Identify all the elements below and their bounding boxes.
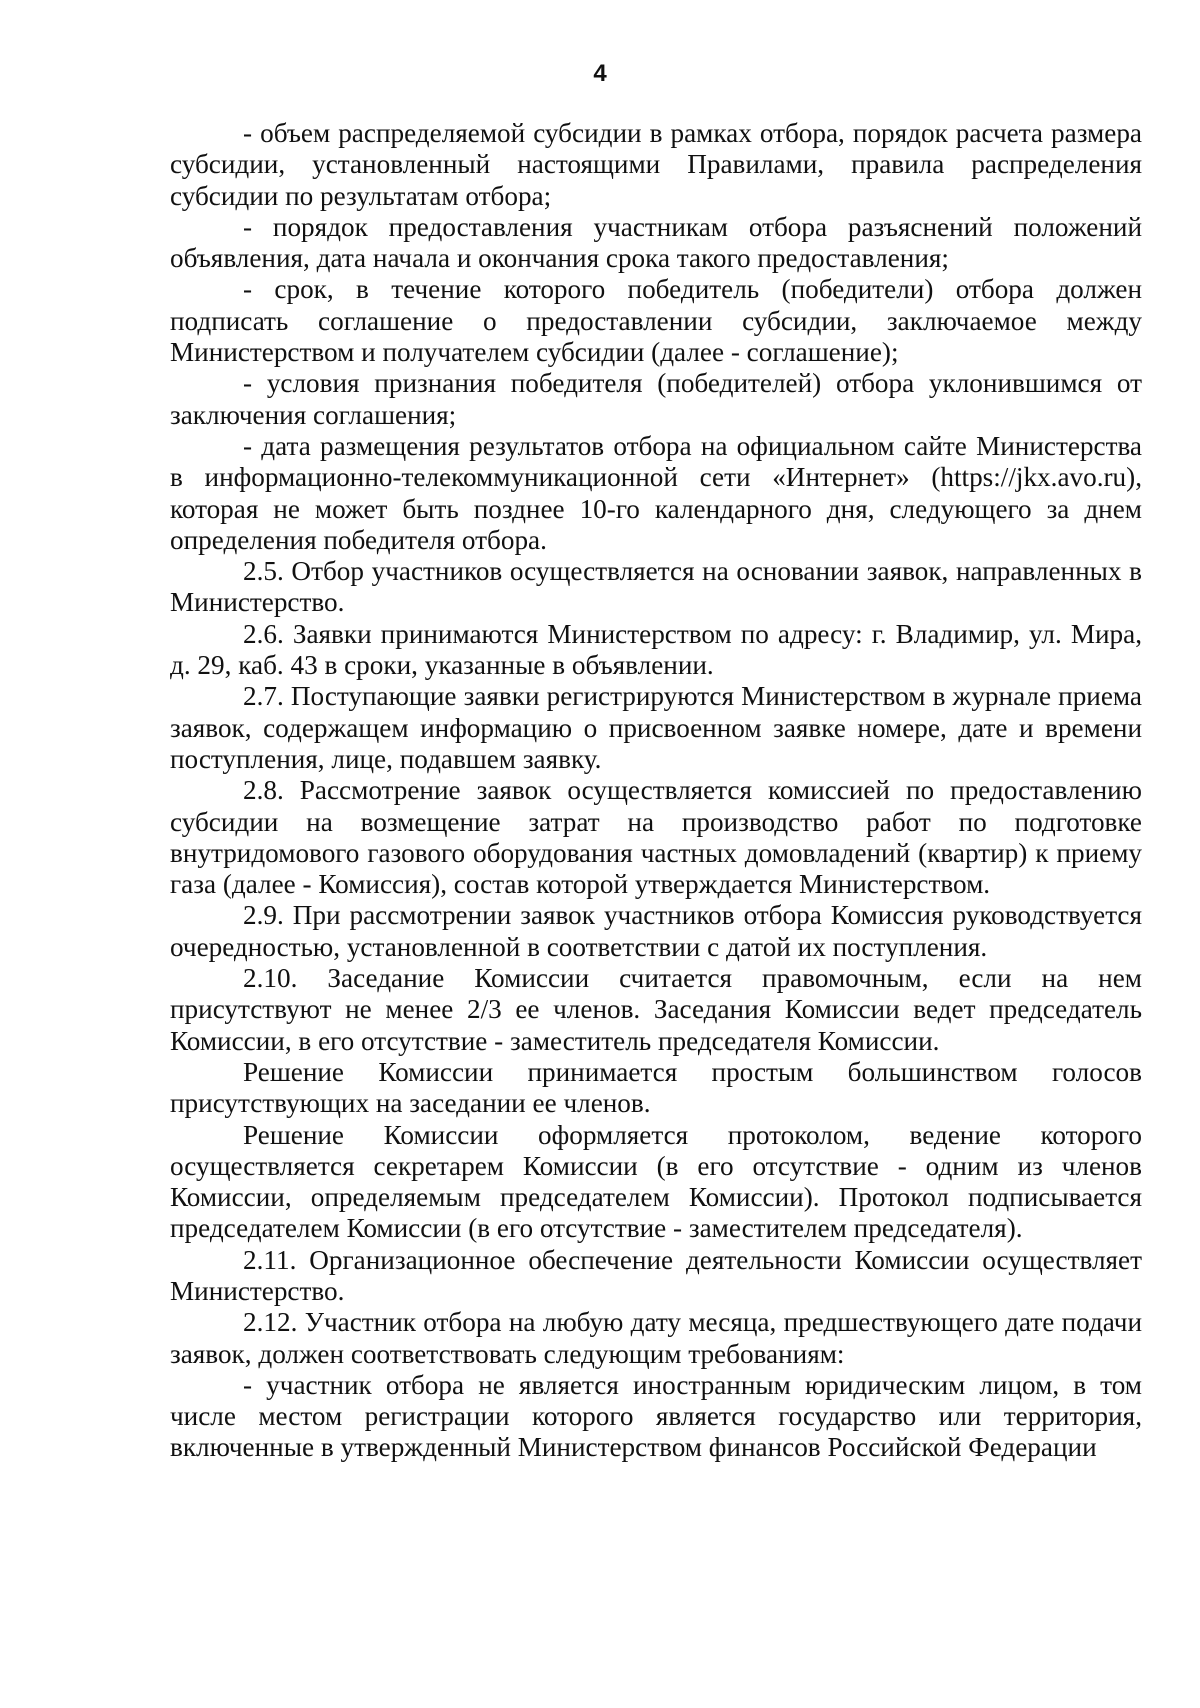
paragraph: 2.6. Заявки принимаются Министерством по адресу: г. Владимир, ул. Мира, д. 29, каб. 43 в сроки, указанные в объявлении. [170, 618, 1142, 681]
paragraph: 2.7. Поступающие заявки регистрируются Министерством в журнале приема заявок, содержащем информацию о присвоенном заявке номере, дате и времени поступления, лице, подавшем заявку. [170, 681, 1142, 774]
paragraph: - условия признания победителя (победителей) отбора уклонившимся от заключения соглашения; [170, 368, 1142, 430]
paragraph: 2.10. Заседание Комиссии считается правомочным, если на нем присутствуют не менее 2/3 ее членов. Заседания Комиссии ведет председатель Комиссии, в его отсутствие - заместитель председателя Комиссии. [170, 963, 1142, 1056]
paragraph: 2.8. Рассмотрение заявок осуществляется комиссией по предоставлению субсидии на возмещение затрат на производство работ по подготовке внутридомового газового оборудования частных домовладений (квартир) к приему газа (далее - Комиссия), состав которой утверждается Министерством. [170, 775, 1142, 900]
paragraph: Решение Комиссии оформляется протоколом, ведение которого осуществляется секретарем Комиссии (в его отсутствие - одним из членов Комиссии, определяемым председателем Комиссии). Протокол подписывается председателем Комиссии (в его отсутствие - заместителем председателя). [170, 1119, 1142, 1244]
paragraph: - порядок предоставления участникам отбора разъяснений положений объявления, дата начала и окончания срока такого предоставления; [170, 211, 1142, 274]
page-number: 4 [593, 60, 607, 87]
paragraph: - участник отбора не является иностранным юридическим лицом, в том числе местом регистрации которого является государство или территория, включенные в утвержденный Министерством финансов Российской Федерации [170, 1369, 1142, 1463]
document-body [170, 118, 1142, 1464]
paragraph: - срок, в течение которого победитель (победители) отбора должен подписать соглашение о предоставлении субсидии, заключаемое между Министерством и получателем субсидии (далее - соглашение); [170, 274, 1142, 368]
paragraph: - объем распределяемой субсидии в рамках отбора, порядок расчета размера субсидии, установленный настоящими Правилами, правила распределения субсидии по результатам отбора; [170, 118, 1142, 211]
paragraph: 2.9. При рассмотрении заявок участников отбора Комиссия руководствуется очередностью, установленной в соответствии с датой их поступления. [170, 900, 1142, 962]
paragraph: 2.11. Организационное обеспечение деятельности Комиссии осуществляет Министерство. [170, 1244, 1142, 1306]
paragraph: 2.5. Отбор участников осуществляется на основании заявок, направленных в Министерство. [170, 556, 1142, 618]
paragraph: Решение Комиссии принимается простым большинством голосов присутствующих на заседании ее членов. [170, 1056, 1142, 1119]
paragraph: - дата размещения результатов отбора на официальном сайте Министерства в информационно-телекоммуникационной сети «Интернет» (https://jkx.avo.ru), которая не может быть позднее 10-го календарного дня, следующего за днем определения победителя отбора. [170, 430, 1142, 555]
paragraph: 2.12. Участник отбора на любую дату месяца, предшествующего дате подачи заявок, должен соответствовать следующим требованиям: [170, 1307, 1142, 1369]
